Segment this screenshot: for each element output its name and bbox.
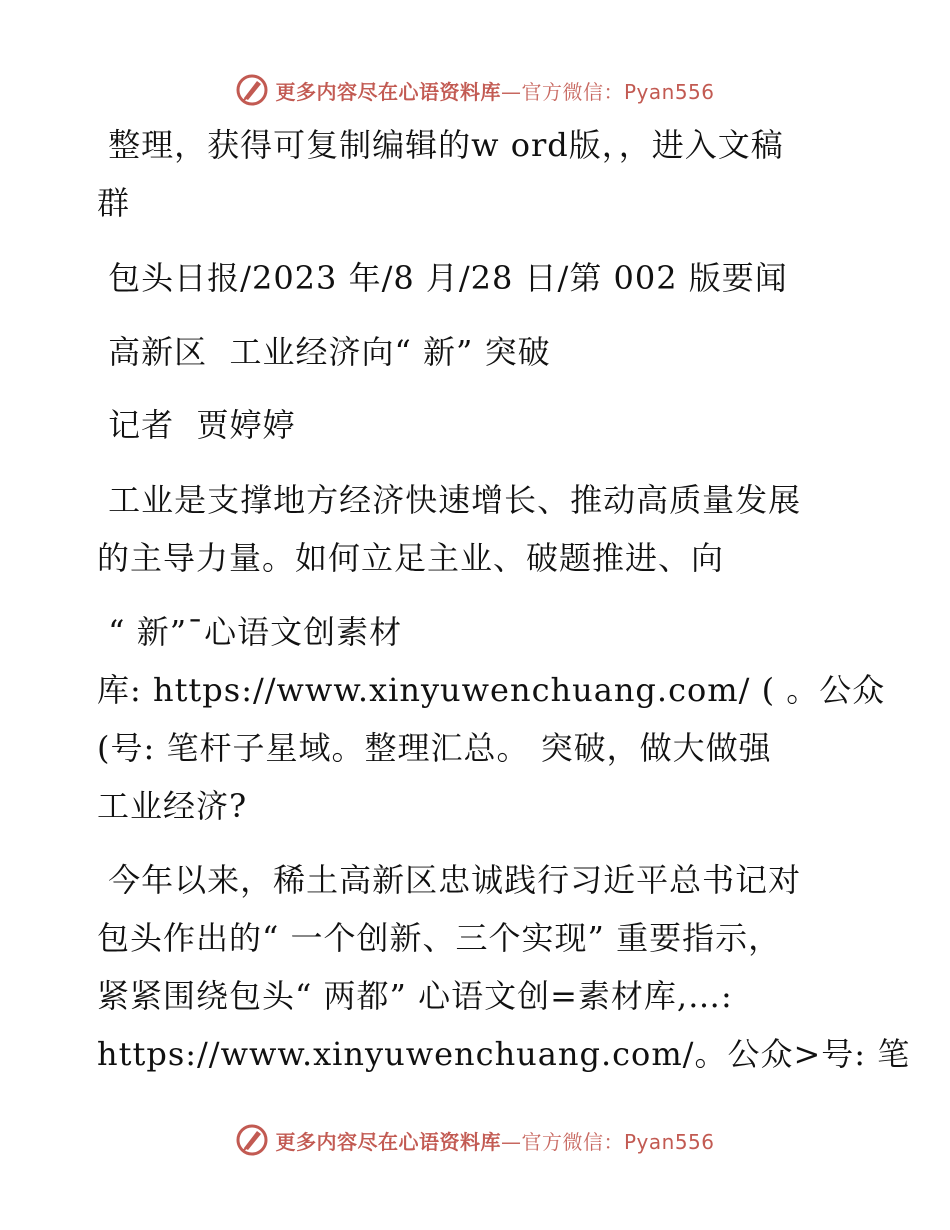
article-reporter: 记者 贾婷婷 [97,406,296,444]
body-line-6: 工业是支撑地方经济快速增长、推动高质量发展 [97,481,802,519]
banner-official-label: 官方微信： [521,1129,624,1154]
banner-main-text: 更多内容尽在心语资料库 [275,79,501,104]
body-line-7: 的主导力量。如何立足主业、破题推进、向 [97,539,725,577]
body-line-14: 紧紧围绕包头“ 两都” 心语文创=素材库,…: [97,977,733,1015]
banner-separator: — [500,1129,522,1154]
header-banner [0,70,950,110]
banner-text [275,76,714,105]
banner-main-text: 更多内容尽在心语资料库 [275,1129,501,1154]
body-line-8: “ 新”¯心语文创素材 [97,613,403,651]
feather-pen-logo-icon [235,1123,269,1157]
banner-wechat-id: Pyan556 [623,1129,715,1154]
byline-source: 包头日报/2023 年/8 月/28 日/第 002 版要闻 [97,259,788,297]
body-line-1: 整理，获得可复制编辑的w ord版，，进入文稿 [97,126,784,164]
feather-pen-logo-icon [235,73,269,107]
body-line-12: 今年以来，稀土高新区忠诚践行习近平总书记对 [97,861,802,899]
body-line-11: 工业经济? [97,787,248,825]
body-line-9: 库: https://www.xinyuwenchuang.com/ ( 。公众 [97,671,886,709]
body-line-10: (号: 笔杆子星域。整理汇总。 突破，做大做强 [97,729,772,767]
banner-wechat-id: Pyan556 [623,79,715,104]
banner-text [275,1126,714,1155]
body-line-13: 包头作出的“ 一个创新、三个实现” 重要指示， [97,919,782,957]
body-line-15: https://www.xinyuwenchuang.com/。公众>号: 笔 [97,1035,911,1073]
article-title: 高新区 工业经济向“ 新” 突破 [97,333,551,371]
banner-official-label: 官方微信： [521,79,624,104]
banner-separator: — [500,79,522,104]
footer-banner [0,1120,950,1160]
body-line-2: 群 [97,184,131,222]
